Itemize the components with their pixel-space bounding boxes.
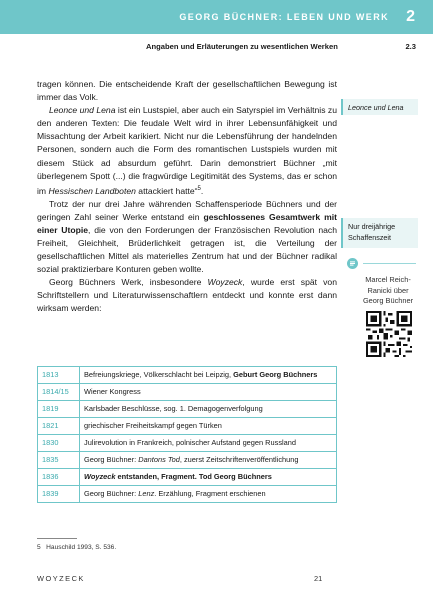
emphasis: geschlossenes Gesamtwerk mit einer Utopie: [37, 211, 337, 235]
footnote-ref: 5: [197, 185, 201, 192]
event-text: , zuerst Zeitschriftenveröffentlichung: [179, 455, 299, 464]
work-title: Leonce und Lena: [49, 105, 116, 116]
timeline-year: 1821: [38, 418, 80, 435]
paragraph: [37, 104, 337, 198]
timeline-event: [80, 418, 337, 435]
footnote-divider: [37, 538, 77, 539]
section-title: Angaben und Erläuterungen zu wesentlichen Werken: [146, 42, 338, 51]
timeline-event: [80, 486, 337, 503]
timeline-row: [38, 452, 337, 469]
event-text: griechischer Freiheitskampf gegen Türken: [84, 421, 222, 430]
timeline-row: [38, 469, 337, 486]
timeline-row: [38, 401, 337, 418]
event-text: Karlsbader Beschlüsse, sog. 1. Demagogenverfolgung: [84, 404, 263, 413]
work-title: Hessischen Landboten: [48, 185, 136, 196]
chapter-number: 2: [406, 8, 415, 25]
timeline-year: 1819: [38, 401, 80, 418]
timeline-year: 1830: [38, 435, 80, 452]
text: ist ein Lustspiel, aber auch ein Satyrspiel im Verhältnis zu den anderen Texten: Die feudale Welt wird in ihrer Lebensunfähigkeit und Missachtung der Arbeit karikiert. Nicht nur die Lebensführung der handelnden Personen, sondern auch die Form des romantischen Lustspiels wurden mit diesem Stück ad absurdum geführt. Darin demonstriert Büchner „mit überlegenem Spott (...) die fragwürdige Legitimität des Systems, das er schon im: [37, 105, 337, 196]
timeline-row: [38, 435, 337, 452]
timeline-year: 1814/15: [38, 384, 80, 401]
timeline-event: [80, 384, 337, 401]
footnote-number: 5: [37, 544, 41, 551]
margin-note-schaffenszeit: Nur dreijährige Schaffenszeit: [341, 218, 418, 248]
footnote-text: Hauschild 1993, S. 536.: [46, 544, 117, 551]
event-emphasis: Dantons Tod: [138, 455, 180, 464]
text: , die von den Forderungen der Französischen Revolution nach Freiheit, Gleichheit, Brüderlichkeit getragen ist, die Verteilung der gesellschaftlichen Mittel als materielles Zentrum hat und der Büchner radikal sozial praktizierbare Konturen geben wollte.: [37, 224, 337, 275]
timeline-event: [80, 367, 337, 384]
chapter-title: GEORG BÜCHNER: LEBEN UND WERK: [179, 12, 389, 22]
running-footer: WOYZECK: [37, 574, 85, 583]
text: Georg Büchners Werk, insbesondere: [49, 277, 208, 288]
paragraph: tragen können. Die entscheidende Kraft der gesellschaftlichen Bewegung ist immer das Volk.: [37, 79, 337, 103]
footnote: [37, 544, 116, 551]
timeline-year: 1836: [38, 469, 80, 486]
timeline-event: [80, 401, 337, 418]
text: Trotz der nur drei Jahre währenden Schaffensperiode Büchners und der geringen Zahl seiner Werke entstand ein: [37, 198, 337, 222]
timeline-year: 1835: [38, 452, 80, 469]
event-emphasis: Geburt Georg Büchners: [233, 370, 318, 379]
timeline-year: 1839: [38, 486, 80, 503]
work-title: Woyzeck: [207, 277, 243, 288]
event-text: Wiener Kongress: [84, 387, 141, 396]
text: .: [200, 185, 204, 196]
page-number: 21: [314, 574, 323, 583]
event-text: Georg Büchner:: [84, 489, 139, 498]
timeline-table: [37, 366, 337, 503]
timeline-event: [80, 435, 337, 452]
timeline-row: [38, 384, 337, 401]
paragraph: [37, 276, 337, 315]
event-emphasis: Woyzeck entstanden, Fragment. Tod Georg Büchners: [84, 472, 272, 481]
event-text: Julirevolution in Frankreich, polnischer Aufstand gegen Russland: [84, 438, 296, 447]
paragraph: [37, 198, 337, 277]
divider: [363, 263, 416, 264]
body-text: [37, 78, 337, 316]
timeline-event: [80, 469, 337, 486]
timeline-row: [38, 367, 337, 384]
timeline-event: [80, 452, 337, 469]
timeline-row: [38, 486, 337, 503]
event-text: . Erzählung, Fragment erschienen: [154, 489, 266, 498]
event-emphasis: Lenz: [138, 489, 155, 498]
timeline-year: 1813: [38, 367, 80, 384]
text: attackiert hatte“: [135, 185, 198, 196]
event-text: Georg Büchner:: [84, 455, 139, 464]
qr-code[interactable]: [366, 311, 412, 357]
margin-note-leonce: Leonce und Lena: [341, 99, 418, 115]
timeline-row: [38, 418, 337, 435]
section-number: 2.3: [405, 42, 416, 51]
work-title: Woyzeck: [84, 472, 116, 481]
audio-caption: Marcel Reich-Ranicki über Georg Büchner: [362, 275, 414, 305]
event-text: Befreiungskriege, Völkerschlacht bei Leipzig,: [84, 370, 234, 379]
text: , wurde erst spät von Schriftstellern und Literaturwissenschaftlern entdeckt und konnte erst dann wirksam werden:: [37, 277, 337, 314]
section-heading: [146, 42, 416, 51]
